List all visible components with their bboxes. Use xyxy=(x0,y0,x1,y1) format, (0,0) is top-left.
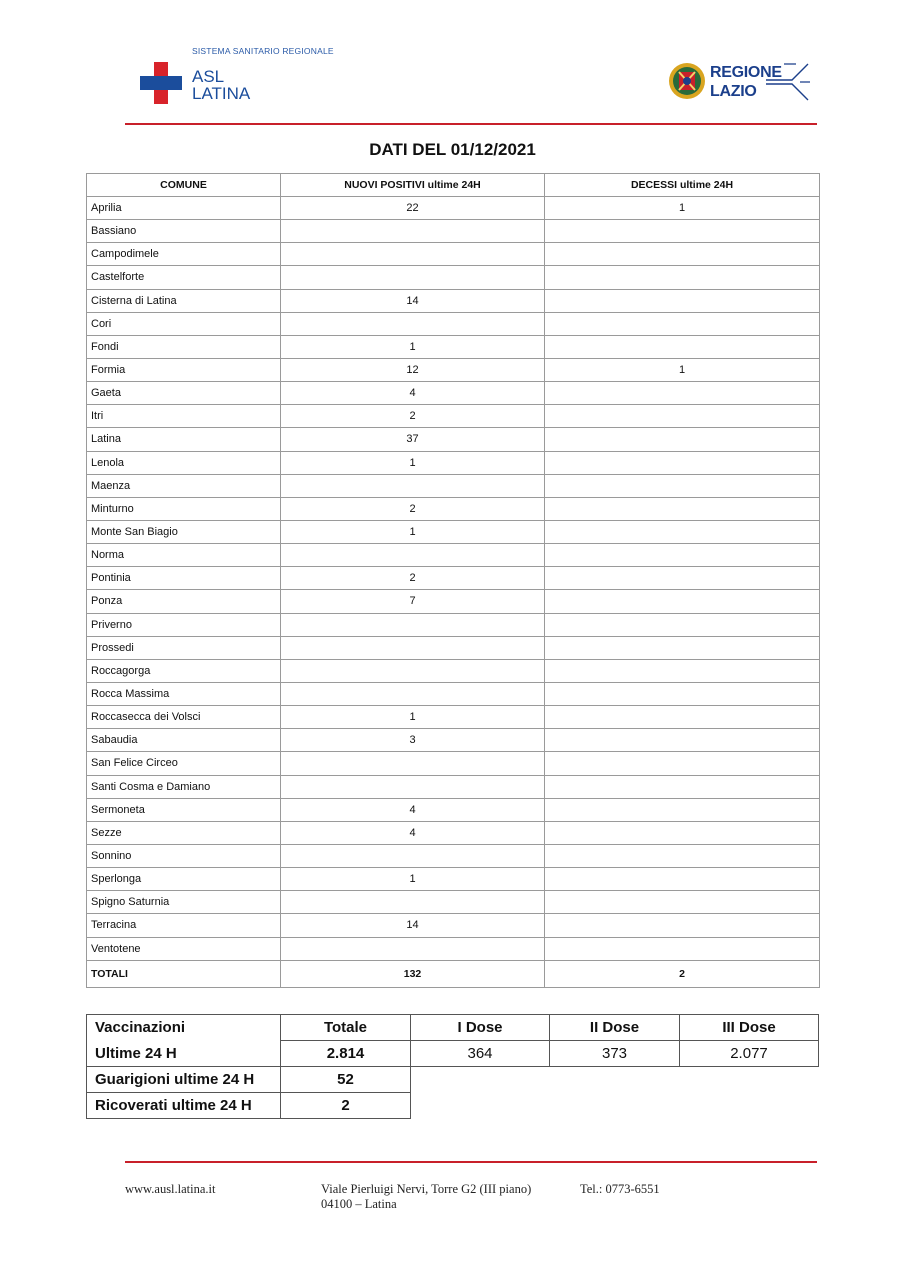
table-row xyxy=(87,567,820,590)
decessi-cell: 1 xyxy=(545,358,820,381)
decessi-cell xyxy=(545,844,820,867)
guarigioni-value: 52 xyxy=(281,1067,411,1093)
nuovi-positivi-cell: 1 xyxy=(281,451,545,474)
guarigioni-label: Guarigioni ultime 24 H xyxy=(87,1067,281,1093)
comune-cell: Pontinia xyxy=(87,567,281,590)
table-row xyxy=(87,312,820,335)
vacc-dose3-value: 2.077 xyxy=(680,1041,819,1067)
nuovi-positivi-cell: 2 xyxy=(281,567,545,590)
nuovi-positivi-cell: 2 xyxy=(281,497,545,520)
table-row xyxy=(87,798,820,821)
summary-row-header xyxy=(87,1015,819,1041)
comune-cell: Maenza xyxy=(87,474,281,497)
red-cross-icon xyxy=(140,62,182,104)
summary-row-values xyxy=(87,1041,819,1067)
region-decoration-lines xyxy=(766,60,812,104)
header-comune: COMUNE xyxy=(87,174,281,197)
col-totale-label: Totale xyxy=(281,1015,411,1041)
nuovi-positivi-cell: 14 xyxy=(281,289,545,312)
comune-cell: Rocca Massima xyxy=(87,682,281,705)
decessi-cell xyxy=(545,659,820,682)
comune-cell: Norma xyxy=(87,544,281,567)
comune-cell: Terracina xyxy=(87,914,281,937)
table-row xyxy=(87,197,820,220)
decessi-cell xyxy=(545,335,820,358)
nuovi-positivi-cell xyxy=(281,844,545,867)
table-row xyxy=(87,474,820,497)
ricoverati-value: 2 xyxy=(281,1093,411,1119)
nuovi-positivi-cell: 22 xyxy=(281,197,545,220)
page-title: DATI DEL 01/12/2021 xyxy=(369,140,536,159)
table-row xyxy=(87,914,820,937)
table-row xyxy=(87,544,820,567)
comune-cell: Itri xyxy=(87,405,281,428)
decessi-cell xyxy=(545,868,820,891)
decessi-cell xyxy=(545,821,820,844)
decessi-cell xyxy=(545,428,820,451)
decessi-cell xyxy=(545,289,820,312)
comune-cell: Sermoneta xyxy=(87,798,281,821)
comune-cell: Fondi xyxy=(87,335,281,358)
vacc-dose2-value: 373 xyxy=(550,1041,680,1067)
table-row xyxy=(87,613,820,636)
nuovi-positivi-cell: 1 xyxy=(281,706,545,729)
totals-label: TOTALI xyxy=(87,960,281,987)
comuni-table xyxy=(86,173,820,988)
asl-subtitle: SISTEMA SANITARIO REGIONALE xyxy=(192,46,334,56)
footer-address-line2: 04100 – Latina xyxy=(321,1197,397,1211)
footer-address-line1: Viale Pierluigi Nervi, Torre G2 (III piano) xyxy=(321,1182,532,1196)
table-row xyxy=(87,358,820,381)
nuovi-positivi-cell: 2 xyxy=(281,405,545,428)
nuovi-positivi-cell xyxy=(281,891,545,914)
nuovi-positivi-cell: 14 xyxy=(281,914,545,937)
decessi-cell xyxy=(545,613,820,636)
ricoverati-label: Ricoverati ultime 24 H xyxy=(87,1093,281,1119)
header-divider xyxy=(125,123,817,125)
summary-table xyxy=(86,1014,819,1119)
decessi-cell xyxy=(545,312,820,335)
asl-latina-logo xyxy=(138,46,338,110)
table-row xyxy=(87,289,820,312)
totals-positivi: 132 xyxy=(281,960,545,987)
comune-cell: Gaeta xyxy=(87,382,281,405)
table-row xyxy=(87,590,820,613)
nuovi-positivi-cell: 7 xyxy=(281,590,545,613)
decessi-cell: 1 xyxy=(545,197,820,220)
col-dose2-label: II Dose xyxy=(550,1015,680,1041)
nuovi-positivi-cell xyxy=(281,613,545,636)
asl-name-line2: LATINA xyxy=(192,84,251,103)
ultime-24h-label: Ultime 24 H xyxy=(87,1041,281,1067)
totals-decessi: 2 xyxy=(545,960,820,987)
table-row xyxy=(87,428,820,451)
decessi-cell xyxy=(545,405,820,428)
comune-cell: Ponza xyxy=(87,590,281,613)
decessi-cell xyxy=(545,220,820,243)
comune-cell: Campodimele xyxy=(87,243,281,266)
table-row xyxy=(87,405,820,428)
comune-cell: San Felice Circeo xyxy=(87,752,281,775)
header-decessi: DECESSI ultime 24H xyxy=(545,174,820,197)
comune-cell: Aprilia xyxy=(87,197,281,220)
nuovi-positivi-cell xyxy=(281,636,545,659)
nuovi-positivi-cell: 4 xyxy=(281,382,545,405)
table-row xyxy=(87,382,820,405)
comune-cell: Ventotene xyxy=(87,937,281,960)
comune-cell: Santi Cosma e Damiano xyxy=(87,775,281,798)
decessi-cell xyxy=(545,914,820,937)
nuovi-positivi-cell xyxy=(281,659,545,682)
comune-cell: Cori xyxy=(87,312,281,335)
col-dose1-label: I Dose xyxy=(411,1015,550,1041)
table-row xyxy=(87,659,820,682)
comune-cell: Prossedi xyxy=(87,636,281,659)
decessi-cell xyxy=(545,474,820,497)
nuovi-positivi-cell: 3 xyxy=(281,729,545,752)
footer-phone: Tel.: 0773-6551 xyxy=(580,1182,660,1196)
decessi-cell xyxy=(545,636,820,659)
nuovi-positivi-cell xyxy=(281,752,545,775)
comune-cell: Priverno xyxy=(87,613,281,636)
comune-cell: Formia xyxy=(87,358,281,381)
decessi-cell xyxy=(545,682,820,705)
table-row xyxy=(87,729,820,752)
nuovi-positivi-cell: 12 xyxy=(281,358,545,381)
nuovi-positivi-cell xyxy=(281,682,545,705)
table-row xyxy=(87,266,820,289)
table-row xyxy=(87,497,820,520)
decessi-cell xyxy=(545,706,820,729)
table-row xyxy=(87,451,820,474)
comune-cell: Minturno xyxy=(87,497,281,520)
summary-row-guarigioni xyxy=(87,1067,819,1093)
nuovi-positivi-cell xyxy=(281,937,545,960)
decessi-cell xyxy=(545,243,820,266)
nuovi-positivi-cell xyxy=(281,220,545,243)
footer-divider xyxy=(125,1161,817,1163)
table-row xyxy=(87,335,820,358)
nuovi-positivi-cell: 37 xyxy=(281,428,545,451)
regione-lazio-logo xyxy=(668,60,813,106)
decessi-cell xyxy=(545,752,820,775)
nuovi-positivi-cell: 1 xyxy=(281,868,545,891)
footer-website[interactable]: www.ausl.latina.it xyxy=(125,1182,216,1196)
table-row xyxy=(87,844,820,867)
table-row xyxy=(87,821,820,844)
decessi-cell xyxy=(545,567,820,590)
decessi-cell xyxy=(545,729,820,752)
decessi-cell xyxy=(545,382,820,405)
comune-cell: Bassiano xyxy=(87,220,281,243)
comune-cell: Lenola xyxy=(87,451,281,474)
comune-cell: Latina xyxy=(87,428,281,451)
decessi-cell xyxy=(545,266,820,289)
comune-cell: Sezze xyxy=(87,821,281,844)
vaccinazioni-label: Vaccinazioni xyxy=(87,1015,281,1041)
table-row xyxy=(87,752,820,775)
comune-cell: Roccagorga xyxy=(87,659,281,682)
table-row xyxy=(87,868,820,891)
regione-lazio-emblem-icon xyxy=(668,62,706,100)
table-row xyxy=(87,520,820,543)
vacc-dose1-value: 364 xyxy=(411,1041,550,1067)
comune-cell: Castelforte xyxy=(87,266,281,289)
summary-row-ricoverati xyxy=(87,1093,819,1119)
region-name-line2: LAZIO xyxy=(710,83,757,100)
decessi-cell xyxy=(545,891,820,914)
asl-name-line1: ASL xyxy=(192,67,225,86)
table-row xyxy=(87,636,820,659)
nuovi-positivi-cell xyxy=(281,266,545,289)
nuovi-positivi-cell: 4 xyxy=(281,798,545,821)
nuovi-positivi-cell xyxy=(281,312,545,335)
col-dose3-label: III Dose xyxy=(680,1015,819,1041)
decessi-cell xyxy=(545,544,820,567)
table-row xyxy=(87,891,820,914)
comune-cell: Sperlonga xyxy=(87,868,281,891)
table-row xyxy=(87,775,820,798)
decessi-cell xyxy=(545,520,820,543)
nuovi-positivi-cell: 4 xyxy=(281,821,545,844)
table-row xyxy=(87,706,820,729)
comune-cell: Sonnino xyxy=(87,844,281,867)
decessi-cell xyxy=(545,497,820,520)
decessi-cell xyxy=(545,937,820,960)
table-header-row xyxy=(87,174,820,197)
nuovi-positivi-cell: 1 xyxy=(281,335,545,358)
header-nuovi-positivi: NUOVI POSITIVI ultime 24H xyxy=(281,174,545,197)
decessi-cell xyxy=(545,798,820,821)
table-row xyxy=(87,243,820,266)
nuovi-positivi-cell xyxy=(281,544,545,567)
nuovi-positivi-cell xyxy=(281,775,545,798)
comune-cell: Roccasecca dei Volsci xyxy=(87,706,281,729)
comune-cell: Sabaudia xyxy=(87,729,281,752)
table-row xyxy=(87,682,820,705)
decessi-cell xyxy=(545,451,820,474)
decessi-cell xyxy=(545,775,820,798)
table-row xyxy=(87,937,820,960)
vacc-totale-value: 2.814 xyxy=(281,1041,411,1067)
nuovi-positivi-cell xyxy=(281,474,545,497)
decessi-cell xyxy=(545,590,820,613)
comune-cell: Monte San Biagio xyxy=(87,520,281,543)
region-name-line1: REGIONE xyxy=(710,64,782,81)
table-row xyxy=(87,220,820,243)
nuovi-positivi-cell xyxy=(281,243,545,266)
totals-row xyxy=(87,960,820,987)
nuovi-positivi-cell: 1 xyxy=(281,520,545,543)
comune-cell: Spigno Saturnia xyxy=(87,891,281,914)
comune-cell: Cisterna di Latina xyxy=(87,289,281,312)
